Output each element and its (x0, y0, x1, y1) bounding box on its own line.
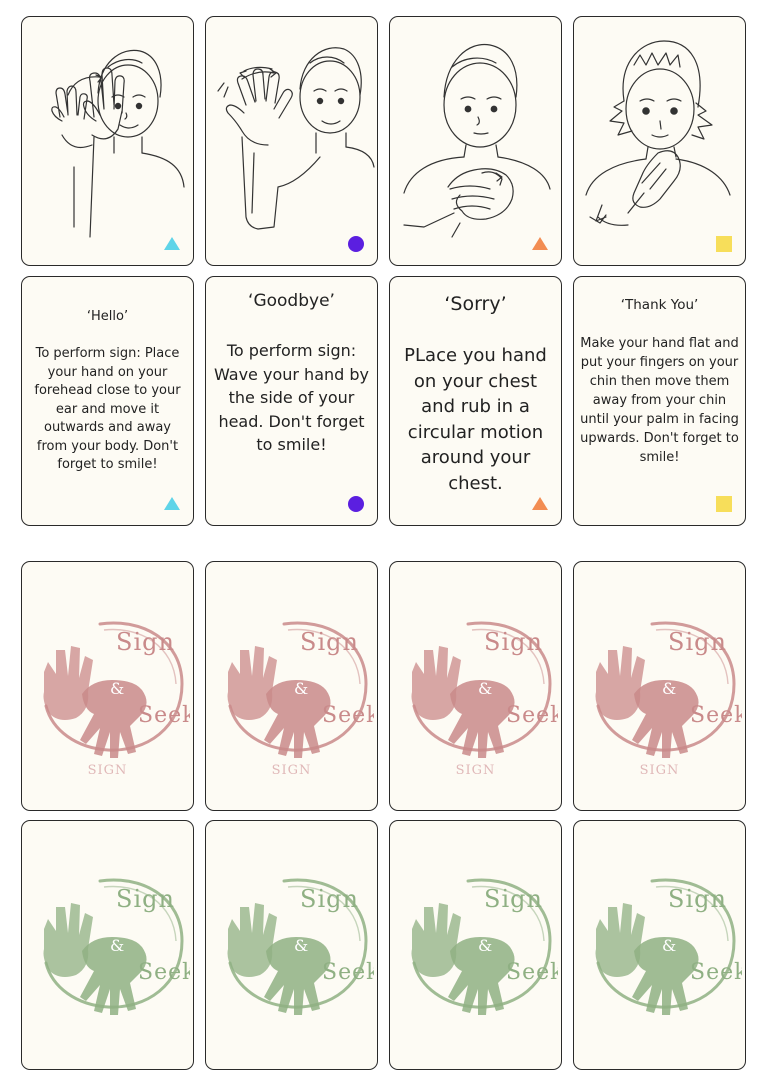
triangle-shape-icon (531, 235, 549, 253)
sign-card-sorry-picture[interactable] (389, 16, 562, 266)
thank-you-sign-illustration (574, 17, 746, 266)
sign-card-goodbye-instructions[interactable] (205, 276, 378, 526)
card-instructions: To perform sign: Wave your hand by the side of your head. Don't forget to smile! (213, 341, 369, 454)
sign-card-thank-you-instructions[interactable] (573, 276, 746, 526)
square-shape-icon (715, 495, 733, 513)
sign-and-seek-logo-icon (582, 867, 742, 1017)
card-back-pink[interactable] (21, 561, 194, 811)
square-shape-icon (715, 235, 733, 253)
card-back-green[interactable] (389, 820, 562, 1070)
card-title: ‘Thank You’ (620, 297, 699, 313)
triangle-shape-icon (163, 495, 181, 513)
sign-card-sorry-instructions[interactable] (389, 276, 562, 526)
goodbye-sign-illustration (206, 17, 378, 266)
sign-card-goodbye-picture[interactable] (205, 16, 378, 266)
hello-sign-illustration (22, 17, 194, 266)
sign-and-seek-logo-icon (398, 867, 558, 1017)
sign-and-seek-logo-icon (30, 867, 190, 1017)
sign-and-seek-logo-icon (398, 610, 558, 760)
card-title: ‘Sorry’ (444, 293, 507, 315)
card-back-green[interactable] (205, 820, 378, 1070)
card-back-pink[interactable] (389, 561, 562, 811)
sign-and-seek-logo-icon (30, 610, 190, 760)
card-back-caption: SIGN (455, 763, 496, 778)
card-back-green[interactable] (573, 820, 746, 1070)
sign-card-thank-you-picture[interactable] (573, 16, 746, 266)
sign-card-hello-instructions[interactable] (21, 276, 194, 526)
triangle-shape-icon (163, 235, 181, 253)
card-back-green[interactable] (21, 820, 194, 1070)
sign-and-seek-logo-icon (214, 867, 374, 1017)
card-back-caption: SIGN (87, 763, 128, 778)
card-back-caption: SIGN (639, 763, 680, 778)
sorry-sign-illustration (390, 17, 562, 266)
triangle-shape-icon (531, 495, 549, 513)
sign-and-seek-logo-icon (582, 610, 742, 760)
card-title: ‘Goodbye’ (248, 291, 335, 311)
card-title: ‘Hello’ (86, 309, 129, 324)
circle-shape-icon (347, 235, 365, 253)
card-instructions: Make your hand flat and put your fingers on your chin then move them away from your chin until your palm in facing upwards. Don't forget to smile! (580, 336, 739, 465)
card-back-pink[interactable] (573, 561, 746, 811)
circle-shape-icon (347, 495, 365, 513)
card-back-caption: SIGN (271, 763, 312, 778)
sign-card-hello-picture[interactable] (21, 16, 194, 266)
card-instructions: PLace you hand on your chest and rub in a circular motion around your chest. (404, 345, 547, 494)
sign-and-seek-logo-icon (214, 610, 374, 760)
card-instructions: To perform sign: Place your hand on your forehead close to your ear and move it outwards and away from your body. Don't forget to smile! (34, 346, 181, 472)
card-back-pink[interactable] (205, 561, 378, 811)
